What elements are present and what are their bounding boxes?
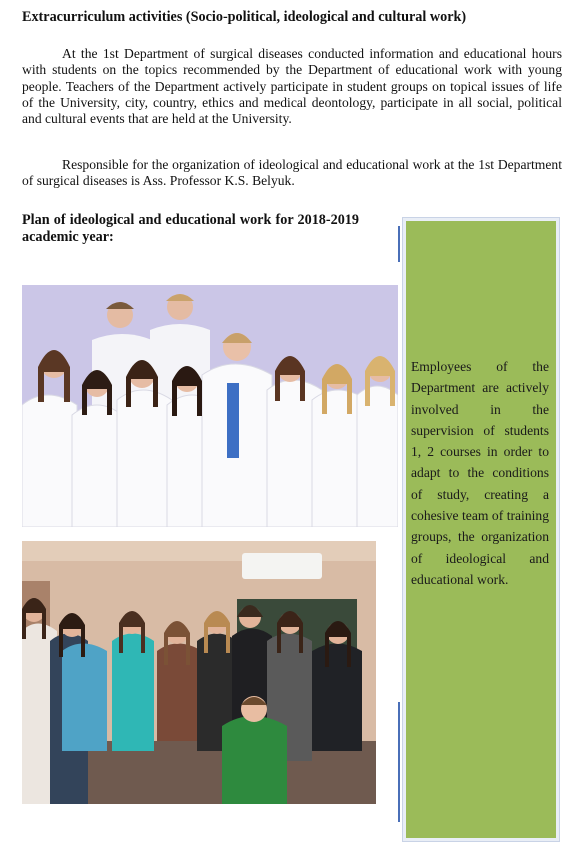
sidebar-text: Employees of the Department are actively involved in the supervision of students 1, 2 courses in order to adapt to the conditions of study, creating a cohesive team of training groups, the organization of ideological and educational work. xyxy=(411,359,549,587)
paragraph-responsible: Responsible for the organization of ideological and educational work at the 1st Department of surgical diseases is Ass. Professor K.S. Belyuk. xyxy=(22,157,562,189)
group-photo-classroom-drawing xyxy=(22,541,376,804)
group-photo-white-coats-drawing xyxy=(22,285,398,527)
section-heading: Extracurriculum activities (Socio-political, ideological and cultural work) xyxy=(22,9,467,25)
group-photo-classroom xyxy=(22,541,376,804)
group-photo-white-coats xyxy=(22,285,398,527)
paragraph-educational-hours: At the 1st Department of surgical diseases conducted information and educational hours with students on the topics recommended by the Department of educational work with young people. Teachers of the Department actively participate in student groups on topical issues of life of the University, city, country, ethics and medical deontology, participate in all social, political and cultural events that are held at the University. xyxy=(22,46,562,127)
accent-line-top xyxy=(398,226,400,262)
plan-heading: Plan of ideological and educational work for 2018-2019 academic year: xyxy=(22,212,359,245)
accent-line-bottom xyxy=(398,702,400,822)
